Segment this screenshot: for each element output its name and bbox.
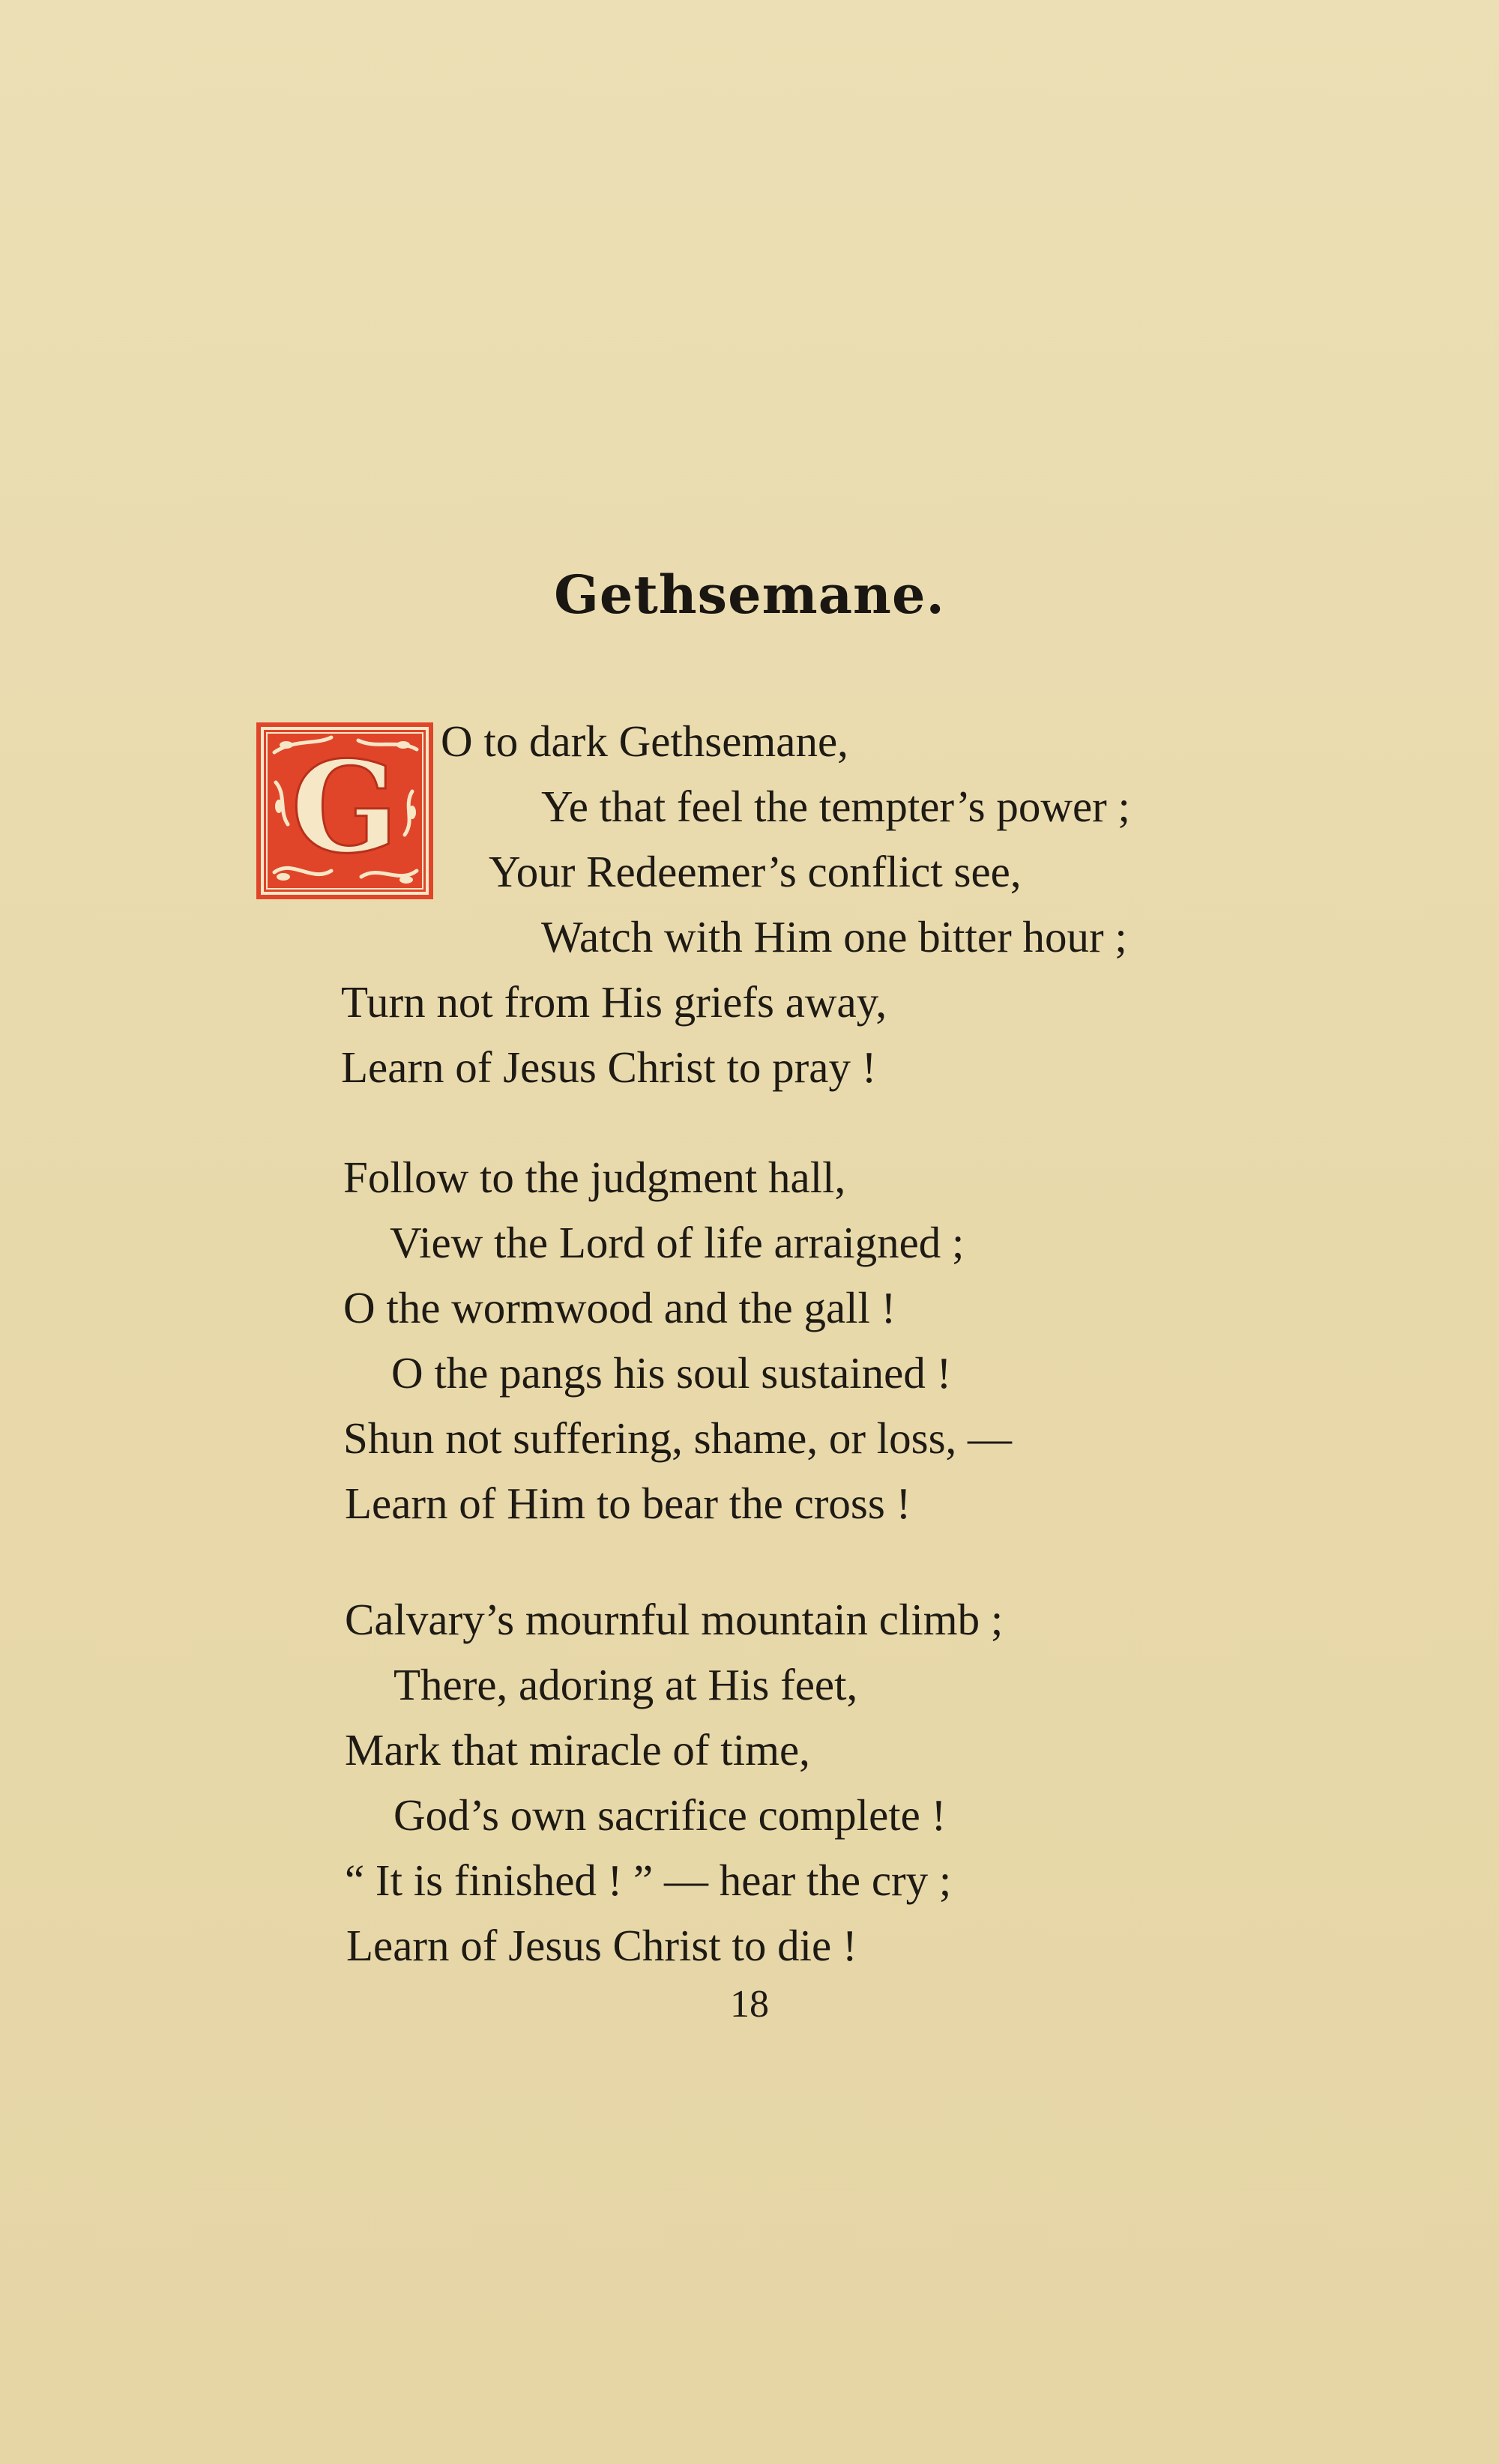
stanza-2-line-4: O the pangs his soul sustained !	[391, 1348, 952, 1398]
stanza-3-line-4: God’s own sacrifice complete !	[393, 1790, 947, 1840]
stanza-3-line-5: “ It is finished ! ” — hear the cry ;	[345, 1855, 952, 1905]
stanza-3-line-3: Mark that miracle of time,	[345, 1725, 810, 1775]
page-number: 18	[730, 1983, 769, 2026]
stanza-1-line-5: Turn not from His griefs away,	[341, 977, 887, 1027]
stanza-2-line-2: View the Lord of life arraigned ;	[390, 1218, 965, 1267]
stanza-2-line-5: Shun not suffering, shame, or loss, —	[343, 1413, 1013, 1463]
stanza-2-line-3: O the wormwood and the gall !	[343, 1283, 896, 1332]
stanza-3-line-1: Calvary’s mournful mountain climb ;	[345, 1595, 1004, 1644]
stanza-1-line-3: Your Redeemer’s conflict see,	[489, 847, 1022, 896]
stanza-2-line-6: Learn of Him to bear the cross !	[345, 1479, 911, 1528]
stanza-1-line-1: O to dark Gethsemane,	[441, 716, 848, 766]
poem-title: Gethsemane.	[554, 564, 945, 626]
stanza-3-line-2: There, adoring at His feet,	[393, 1660, 858, 1709]
stanza-1-line-4: Watch with Him one bitter hour ;	[541, 912, 1127, 961]
stanza-1-line-2: Ye that feel the tempter’s power ;	[541, 782, 1130, 831]
stanza-1-line-6: Learn of Jesus Christ to pray !	[341, 1042, 877, 1092]
drop-cap-letter: G	[291, 733, 399, 881]
stanza-3-line-6: Learn of Jesus Christ to die !	[346, 1921, 857, 1970]
stanza-2-line-1: Follow to the judgment hall,	[343, 1153, 846, 1202]
decorated-initial	[256, 722, 433, 899]
